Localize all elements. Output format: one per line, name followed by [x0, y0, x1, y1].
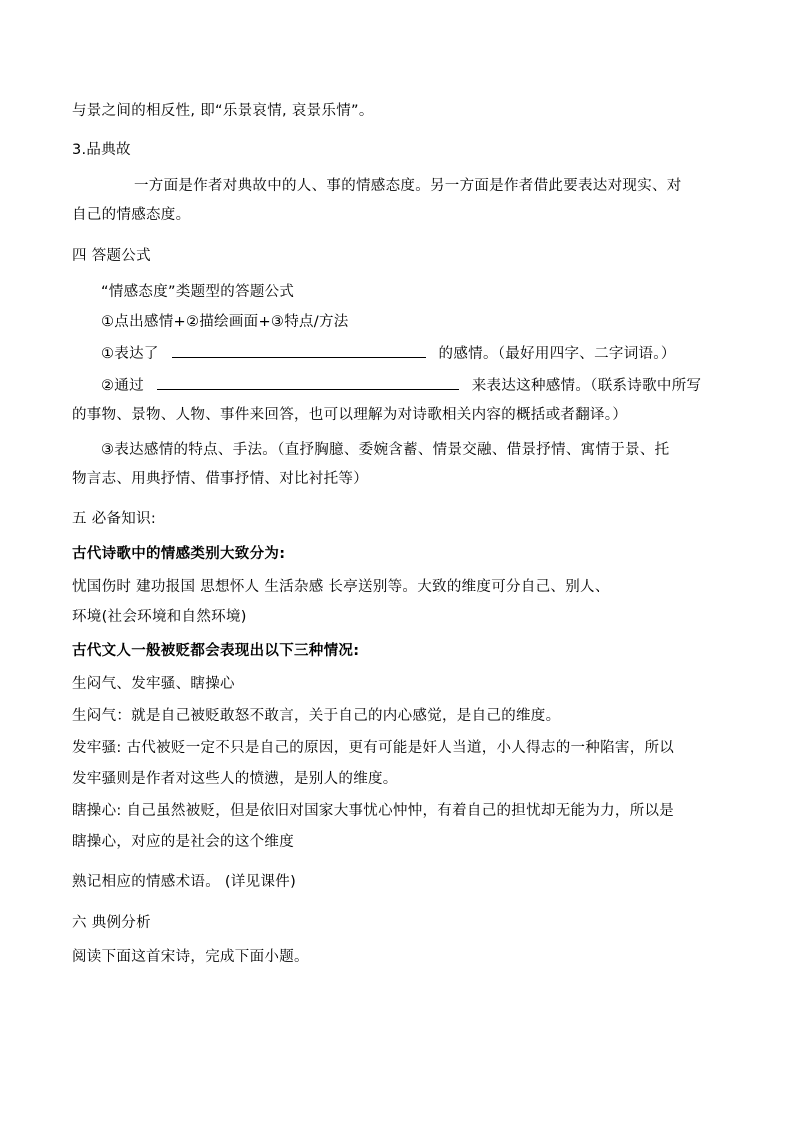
fill-in-suffix: 的感情。（最好用四字、二字词语。） [438, 346, 676, 362]
paragraph-line: 生闷气、发牢骚、瞎操心 [72, 676, 235, 692]
paragraph-line: 一方面是作者对典故中的人、事的情感态度。另一方面是作者借此要表达对现实、对 [134, 178, 682, 194]
paragraph-line: 的事物、景物、人物、事件来回答，也可以理解为对诗歌相关内容的概括或者翻译。） [72, 407, 628, 423]
paragraph-line: 瞎操心: 自己虽然被贬，但是依旧对国家大事忧心忡忡，有着自己的担忧却无能为力，所以是 [72, 803, 675, 819]
paragraph-line: 环境(社会环境和自然环境) [72, 609, 247, 625]
paragraph-line: ③表达感情的特点、手法。（直抒胸臆、委婉含蓄、情景交融、借景抒情、寓情于景、托 [101, 442, 670, 458]
fill-in-line-1 [101, 342, 676, 365]
paragraph-line: 与景之间的相反性, 即“乐景哀情, 哀景乐情”。 [72, 103, 374, 119]
fill-in-suffix: 来表达这种感情。（联系诗歌中所写 [471, 378, 702, 394]
section-heading-example: 六 典例分析 [72, 915, 151, 931]
paragraph-line: 生闷气：就是自己被贬敢怒不敢言，关于自己的内心感觉，是自己的维度。 [72, 708, 561, 724]
bold-heading-demotion: 古代文人一般被贬都会表现出以下三种情况: [72, 643, 360, 659]
paragraph-line: 发牢骚则是作者对这些人的愤懑，是别人的维度。 [72, 771, 398, 787]
fill-in-line-2 [101, 374, 701, 397]
answer-blank [157, 374, 459, 390]
paragraph-line: ①点出感情+②描绘画面+③特点/方法 [101, 314, 349, 330]
paragraph-line: 阅读下面这首宋诗，完成下面小题。 [72, 949, 309, 965]
paragraph-line: 忧国伤时 建功报国 思想怀人 生活杂感 长亭送别等。大致的维度可分自己、别人、 [72, 579, 610, 595]
bold-heading-emotion-types: 古代诗歌中的情感类别大致分为: [72, 546, 286, 562]
paragraph-line: 自己的情感态度。 [72, 207, 191, 223]
subheading-allusion: 3.品典故 [72, 142, 131, 158]
paragraph-line: 发牢骚: 古代被贬一定不只是自己的原因，更有可能是奸人当道，小人得志的一种陷害，所以 [72, 740, 675, 756]
section-heading-knowledge: 五 必备知识: [72, 511, 157, 527]
fill-in-prefix: ②通过 [101, 378, 144, 394]
paragraph-line: 瞎操心，对应的是社会的这个维度 [72, 834, 294, 850]
answer-blank [172, 342, 426, 358]
paragraph-line: “情感态度”类题型的答题公式 [101, 284, 295, 300]
paragraph-line: 熟记相应的情感术语。 (详见课件) [72, 874, 297, 890]
paragraph-line: 物言志、用典抒情、借事抒情、对比衬托等） [72, 471, 368, 487]
fill-in-prefix: ①表达了 [101, 346, 159, 362]
section-heading-answer-formula: 四 答题公式 [72, 248, 151, 264]
